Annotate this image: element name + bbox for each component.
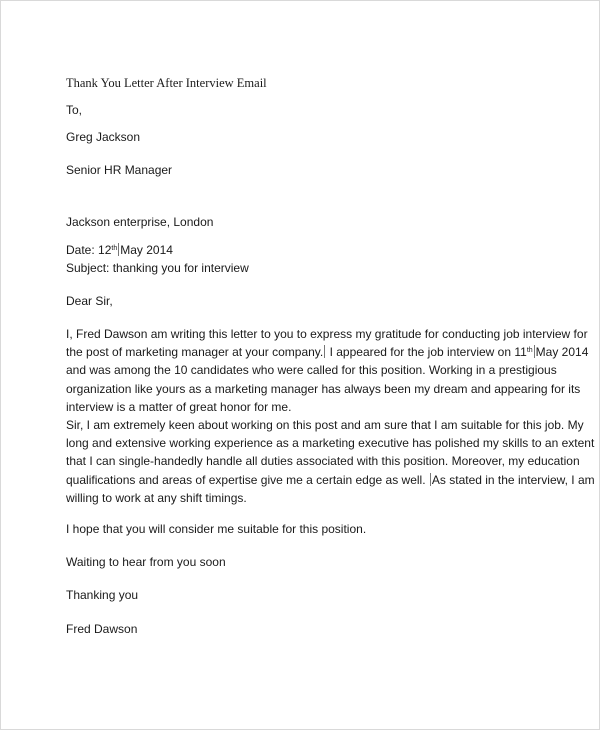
paragraph-line: Sir, I am extremely keen about working on this post and am sure that I am suitable for this job. My [66,418,584,433]
text-caret [430,473,431,486]
closing-line: Thanking you [66,588,139,602]
paragraph-segment: As stated in the interview, I am [431,472,595,487]
recipient-name: Greg Jackson [66,130,141,144]
paragraph-line: that I can single-handedly handle all duties associated with this position. Moreover, my education [66,454,580,469]
paragraph-line: willing to work at any shift timings. [66,490,247,505]
letter-date [66,242,173,258]
paragraph-line: interview is a matter of great honor for me. [66,399,292,414]
hope-line: I hope that you will consider me suitable for this position. [66,522,367,536]
paragraph-segment: qualifications and areas of expertise give me a certain edge as well. [66,472,426,487]
letter-subject: Subject: thanking you for interview [66,261,249,275]
paragraph-line: I, Fred Dawson am writing this letter to you to express my gratitude for conducting job interview for [66,327,588,341]
waiting-line: Waiting to hear from you soon [66,555,226,569]
recipient-title: Senior HR Manager [66,163,173,177]
salutation-to: To, [66,103,83,117]
paragraph-segment: I appeared for the job interview on 11 [326,345,527,360]
paragraph-segment: the post of marketing manager at your company. [66,345,324,360]
paragraph-line: and was among the 10 candidates who were called for this position. Working in a prestigious [66,363,557,378]
paragraph-line: long and extensive working experience as a marketing executive has polished my skills to an extent [66,436,595,451]
letter-title: Thank You Letter After Interview Email [66,76,267,90]
body-paragraph-1 [66,325,595,507]
signature: Fred Dawson [66,622,138,636]
date-rest: May 2014 [120,243,173,257]
date-label: Date: 12 [66,243,112,257]
paragraph-line: organization like yours as a marketing manager has always been my dream and appearing for its [66,381,581,396]
company-address: Jackson enterprise, London [66,215,214,229]
paragraph-segment: May 2014 [535,345,589,360]
date-suffix: th [111,245,118,252]
greeting: Dear Sir, [66,294,113,308]
paragraph-line [66,471,595,489]
paragraph-line [66,343,589,361]
text-caret [534,345,535,358]
date-suffix: th [526,347,533,355]
